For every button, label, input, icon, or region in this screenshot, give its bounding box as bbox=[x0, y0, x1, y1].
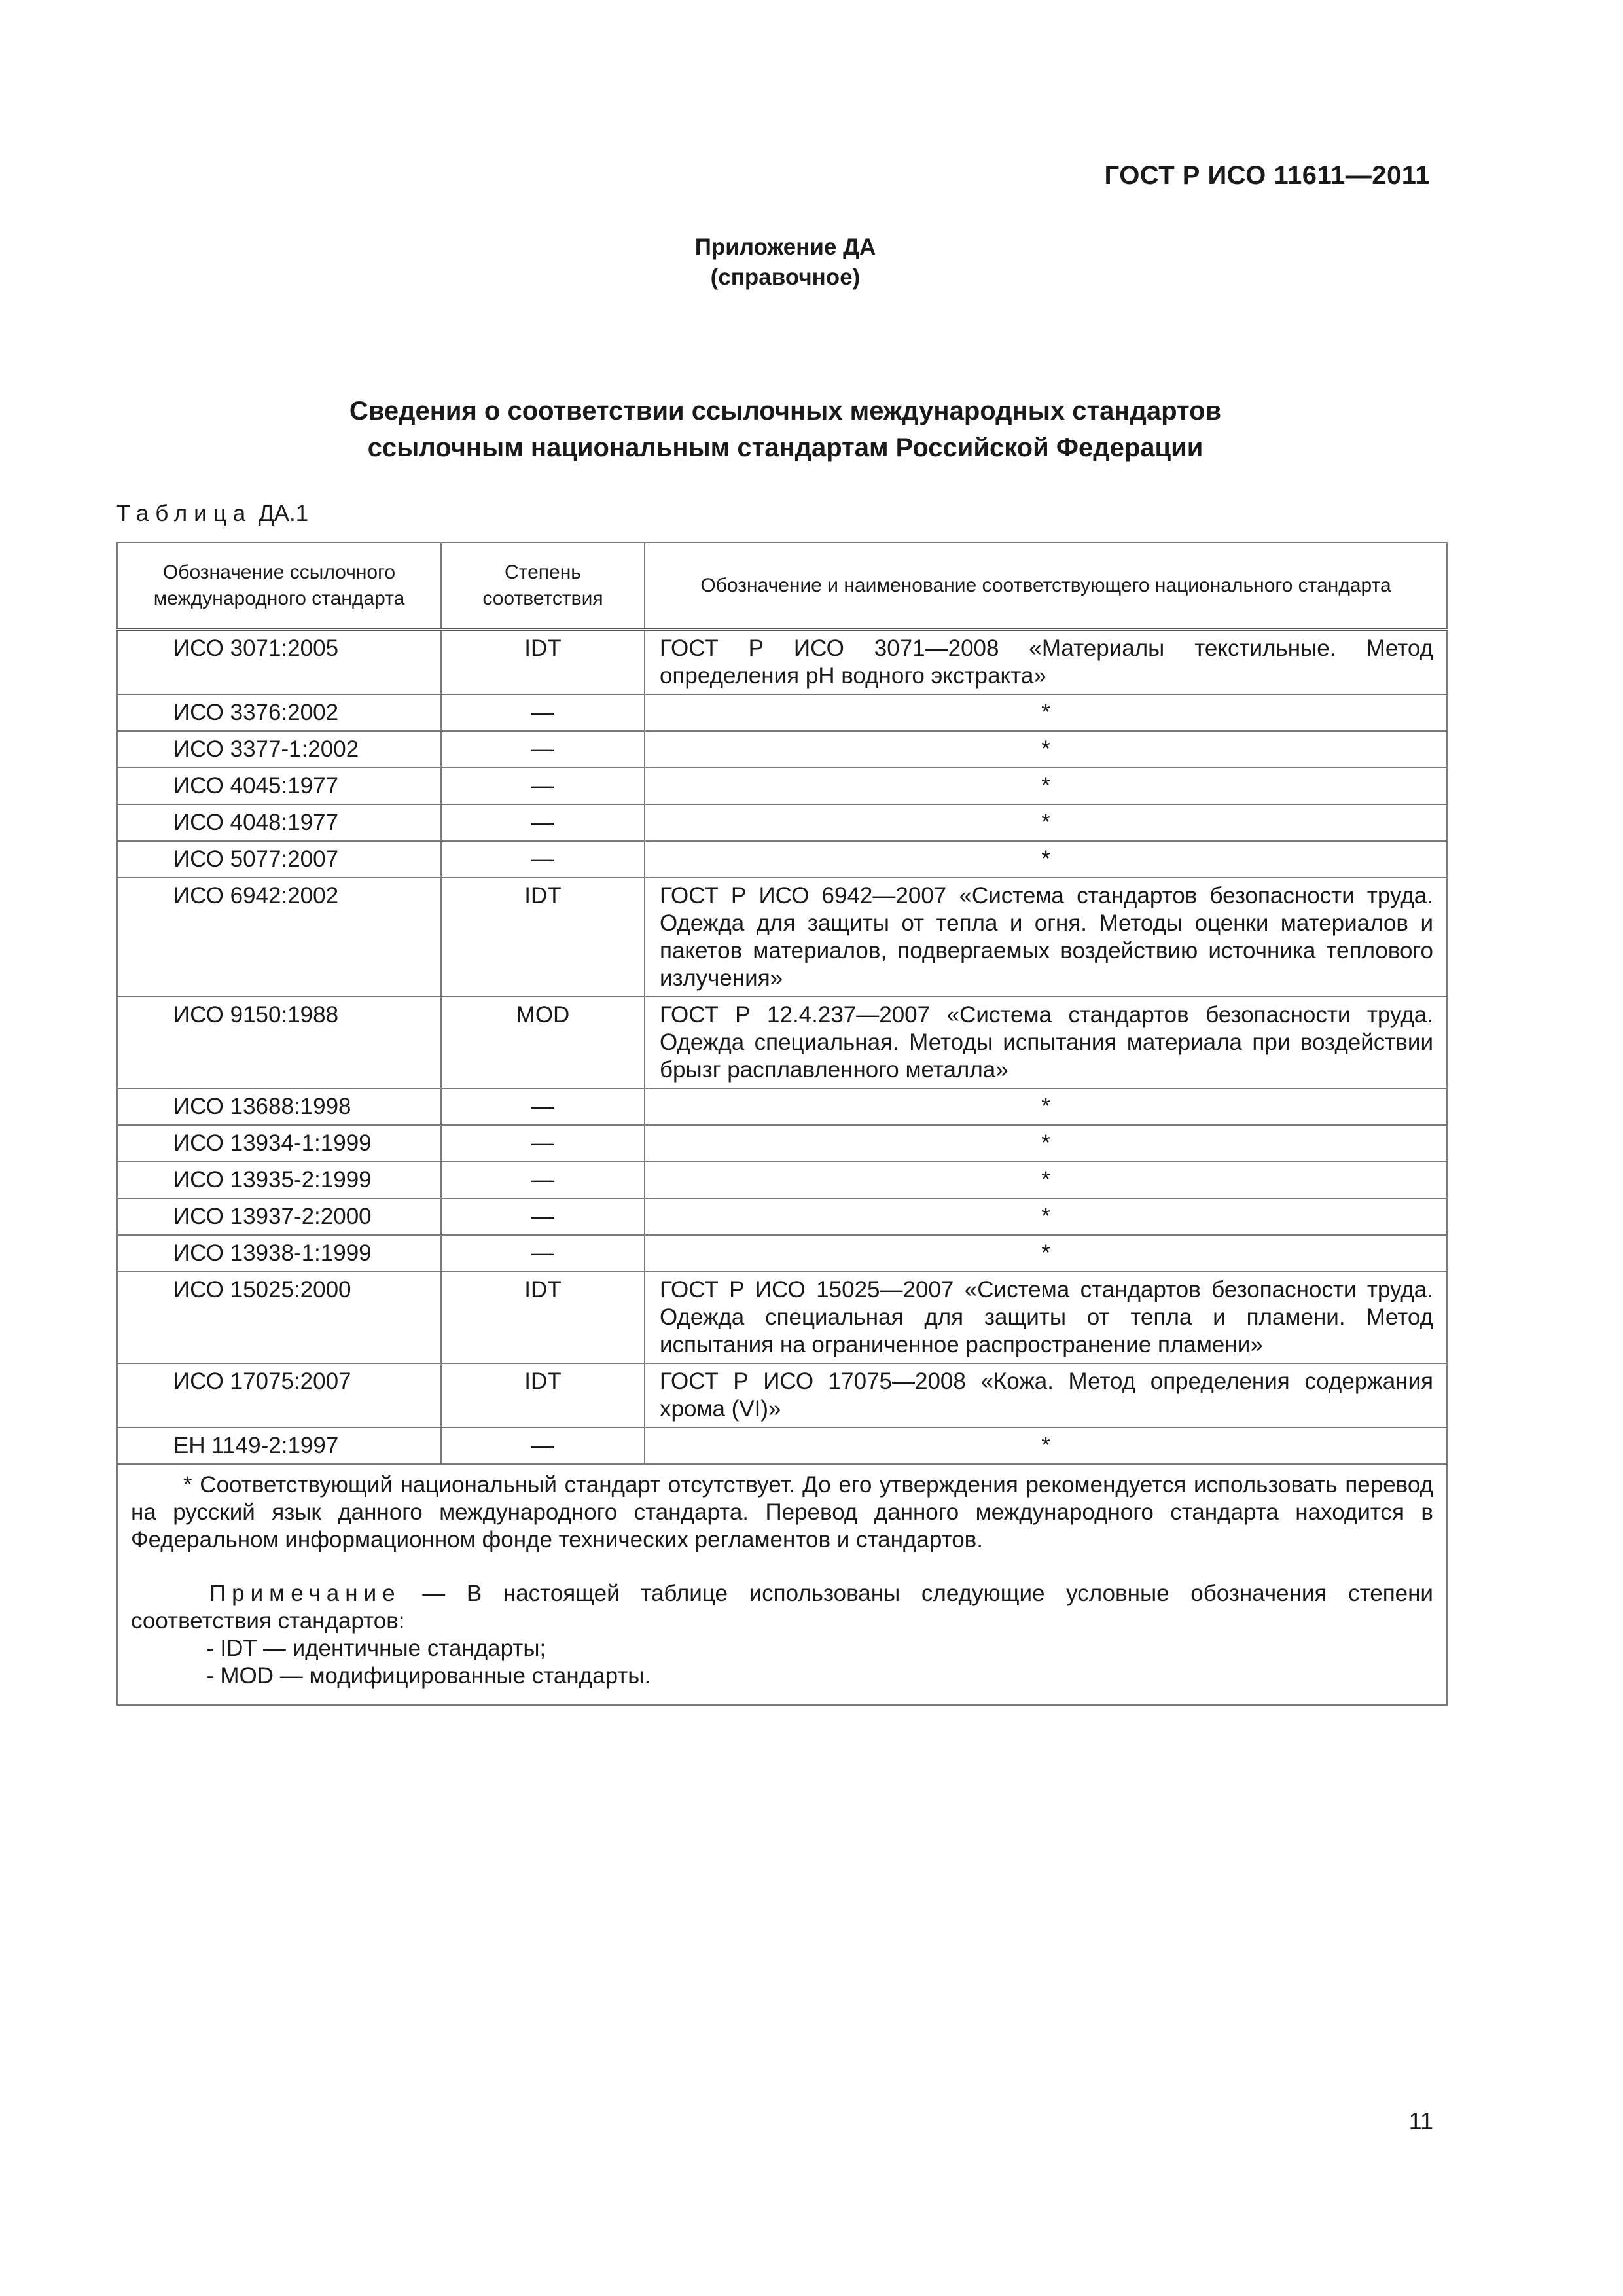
cell-national-standard: * bbox=[645, 1162, 1447, 1198]
footnote-text: * Соответствующий национальный стандарт отсутствует. До его утверждения рекомендуется использовать перевод на русский язык данного международного стандарта. Перевод данного международного стандарта находится в Федеральном информационном фонде технических регламентов и стандартов. bbox=[131, 1472, 1433, 1552]
cell-national-standard: * bbox=[645, 731, 1447, 768]
correspondence-table bbox=[116, 542, 1448, 1706]
table-row bbox=[117, 694, 1447, 731]
cell-national-standard: ГОСТ Р ИСО 6942—2007 «Система стандартов безопасности труда. Одежда для защиты от тепла и огня. Методы оценки материалов и пакетов материалов, подвергаемых воздействию источника теплового излучения» bbox=[645, 878, 1447, 997]
table-row bbox=[117, 731, 1447, 768]
cell-degree: IDT bbox=[441, 1272, 645, 1363]
table-row bbox=[117, 1162, 1447, 1198]
section-title bbox=[0, 393, 1571, 466]
cell-national-standard: ГОСТ Р 12.4.237—2007 «Система стандартов безопасности труда. Одежда специальная. Методы испытания материала при воздействии брызг расплавленного металла» bbox=[645, 997, 1447, 1088]
cell-international-standard: ИСО 13937-2:2000 bbox=[117, 1198, 441, 1235]
table-row bbox=[117, 1427, 1447, 1464]
footnote-cell bbox=[117, 1464, 1447, 1705]
cell-international-standard: ИСО 3376:2002 bbox=[117, 694, 441, 731]
table-row bbox=[117, 768, 1447, 804]
cell-national-standard: * bbox=[645, 768, 1447, 804]
cell-international-standard: ИСО 3377-1:2002 bbox=[117, 731, 441, 768]
annex-subtitle: (справочное) bbox=[710, 264, 861, 290]
cell-international-standard: ИСО 13938-1:1999 bbox=[117, 1235, 441, 1272]
table-row bbox=[117, 1272, 1447, 1363]
table-row bbox=[117, 841, 1447, 878]
table-caption-label: Таблица bbox=[116, 501, 253, 526]
cell-degree: — bbox=[441, 694, 645, 731]
cell-international-standard: ИСО 4048:1977 bbox=[117, 804, 441, 841]
cell-degree: — bbox=[441, 1162, 645, 1198]
header-degree: Степень соответствия bbox=[441, 543, 645, 630]
cell-national-standard: * bbox=[645, 694, 1447, 731]
table-row bbox=[117, 630, 1447, 694]
cell-national-standard: * bbox=[645, 1427, 1447, 1464]
table-row bbox=[117, 1235, 1447, 1272]
table-row bbox=[117, 1125, 1447, 1162]
cell-international-standard: ИСО 6942:2002 bbox=[117, 878, 441, 997]
cell-international-standard: ИСО 3071:2005 bbox=[117, 630, 441, 694]
note-item-mod: - MOD — модифицированные стандарты. bbox=[206, 1663, 651, 1689]
cell-degree: — bbox=[441, 1125, 645, 1162]
cell-international-standard: ИСО 9150:1988 bbox=[117, 997, 441, 1088]
cell-international-standard: ИСО 13934-1:1999 bbox=[117, 1125, 441, 1162]
header-national-standard: Обозначение и наименование соответствующего национального стандарта bbox=[645, 543, 1447, 630]
table-footnote-row bbox=[117, 1464, 1447, 1705]
table-row bbox=[117, 1363, 1447, 1427]
table-row bbox=[117, 804, 1447, 841]
cell-national-standard: * bbox=[645, 1235, 1447, 1272]
cell-degree: — bbox=[441, 1198, 645, 1235]
table-body bbox=[117, 630, 1447, 1464]
cell-national-standard: * bbox=[645, 1125, 1447, 1162]
cell-degree: MOD bbox=[441, 997, 645, 1088]
note-text: — В настоящей таблице использованы следующие условные обозначения степени соответствия стандартов: bbox=[131, 1581, 1433, 1634]
cell-national-standard: ГОСТ Р ИСО 15025—2007 «Система стандартов безопасности труда. Одежда специальная для защиты от тепла и пламени. Метод испытания на ограниченное распространение пламени» bbox=[645, 1272, 1447, 1363]
cell-international-standard: ЕН 1149-2:1997 bbox=[117, 1427, 441, 1464]
document-code: ГОСТ Р ИСО 11611—2011 bbox=[1104, 161, 1430, 190]
cell-degree: IDT bbox=[441, 1363, 645, 1427]
section-title-line-2: ссылочным национальным стандартам Российской Федерации bbox=[367, 433, 1204, 462]
cell-national-standard: * bbox=[645, 804, 1447, 841]
cell-international-standard: ИСО 17075:2007 bbox=[117, 1363, 441, 1427]
cell-degree: IDT bbox=[441, 878, 645, 997]
cell-international-standard: ИСО 13935-2:1999 bbox=[117, 1162, 441, 1198]
cell-degree: — bbox=[441, 1235, 645, 1272]
table-row bbox=[117, 1088, 1447, 1125]
page-number: 11 bbox=[1408, 2108, 1433, 2134]
note-paragraph bbox=[131, 1580, 1433, 1635]
cell-degree: IDT bbox=[441, 630, 645, 694]
cell-national-standard: * bbox=[645, 1088, 1447, 1125]
cell-degree: — bbox=[441, 768, 645, 804]
annex-heading bbox=[0, 232, 1571, 293]
note-label: Примечание bbox=[209, 1581, 401, 1606]
cell-degree: — bbox=[441, 1427, 645, 1464]
annex-title: Приложение ДА bbox=[694, 234, 876, 260]
table-header-row bbox=[117, 543, 1447, 630]
cell-degree: — bbox=[441, 841, 645, 878]
cell-national-standard: ГОСТ Р ИСО 3071—2008 «Материалы текстильные. Метод определения pH водного экстракта» bbox=[645, 630, 1447, 694]
note-item-idt: - IDT — идентичные стандарты; bbox=[206, 1636, 546, 1661]
table-caption-number: ДА.1 bbox=[258, 501, 309, 526]
table-row bbox=[117, 1198, 1447, 1235]
table-row bbox=[117, 878, 1447, 997]
cell-national-standard: * bbox=[645, 841, 1447, 878]
cell-degree: — bbox=[441, 1088, 645, 1125]
table-row bbox=[117, 997, 1447, 1088]
cell-international-standard: ИСО 15025:2000 bbox=[117, 1272, 441, 1363]
note-list bbox=[131, 1635, 1433, 1690]
cell-national-standard: ГОСТ Р ИСО 17075—2008 «Кожа. Метод определения содержания хрома (VI)» bbox=[645, 1363, 1447, 1427]
cell-national-standard: * bbox=[645, 1198, 1447, 1235]
cell-international-standard: ИСО 4045:1977 bbox=[117, 768, 441, 804]
section-title-line-1: Сведения о соответствии ссылочных международных стандартов bbox=[349, 397, 1222, 425]
header-international-standard: Обозначение ссылочного международного стандарта bbox=[117, 543, 441, 630]
cell-degree: — bbox=[441, 731, 645, 768]
cell-degree: — bbox=[441, 804, 645, 841]
cell-international-standard: ИСО 13688:1998 bbox=[117, 1088, 441, 1125]
cell-international-standard: ИСО 5077:2007 bbox=[117, 841, 441, 878]
table-caption bbox=[116, 501, 308, 527]
